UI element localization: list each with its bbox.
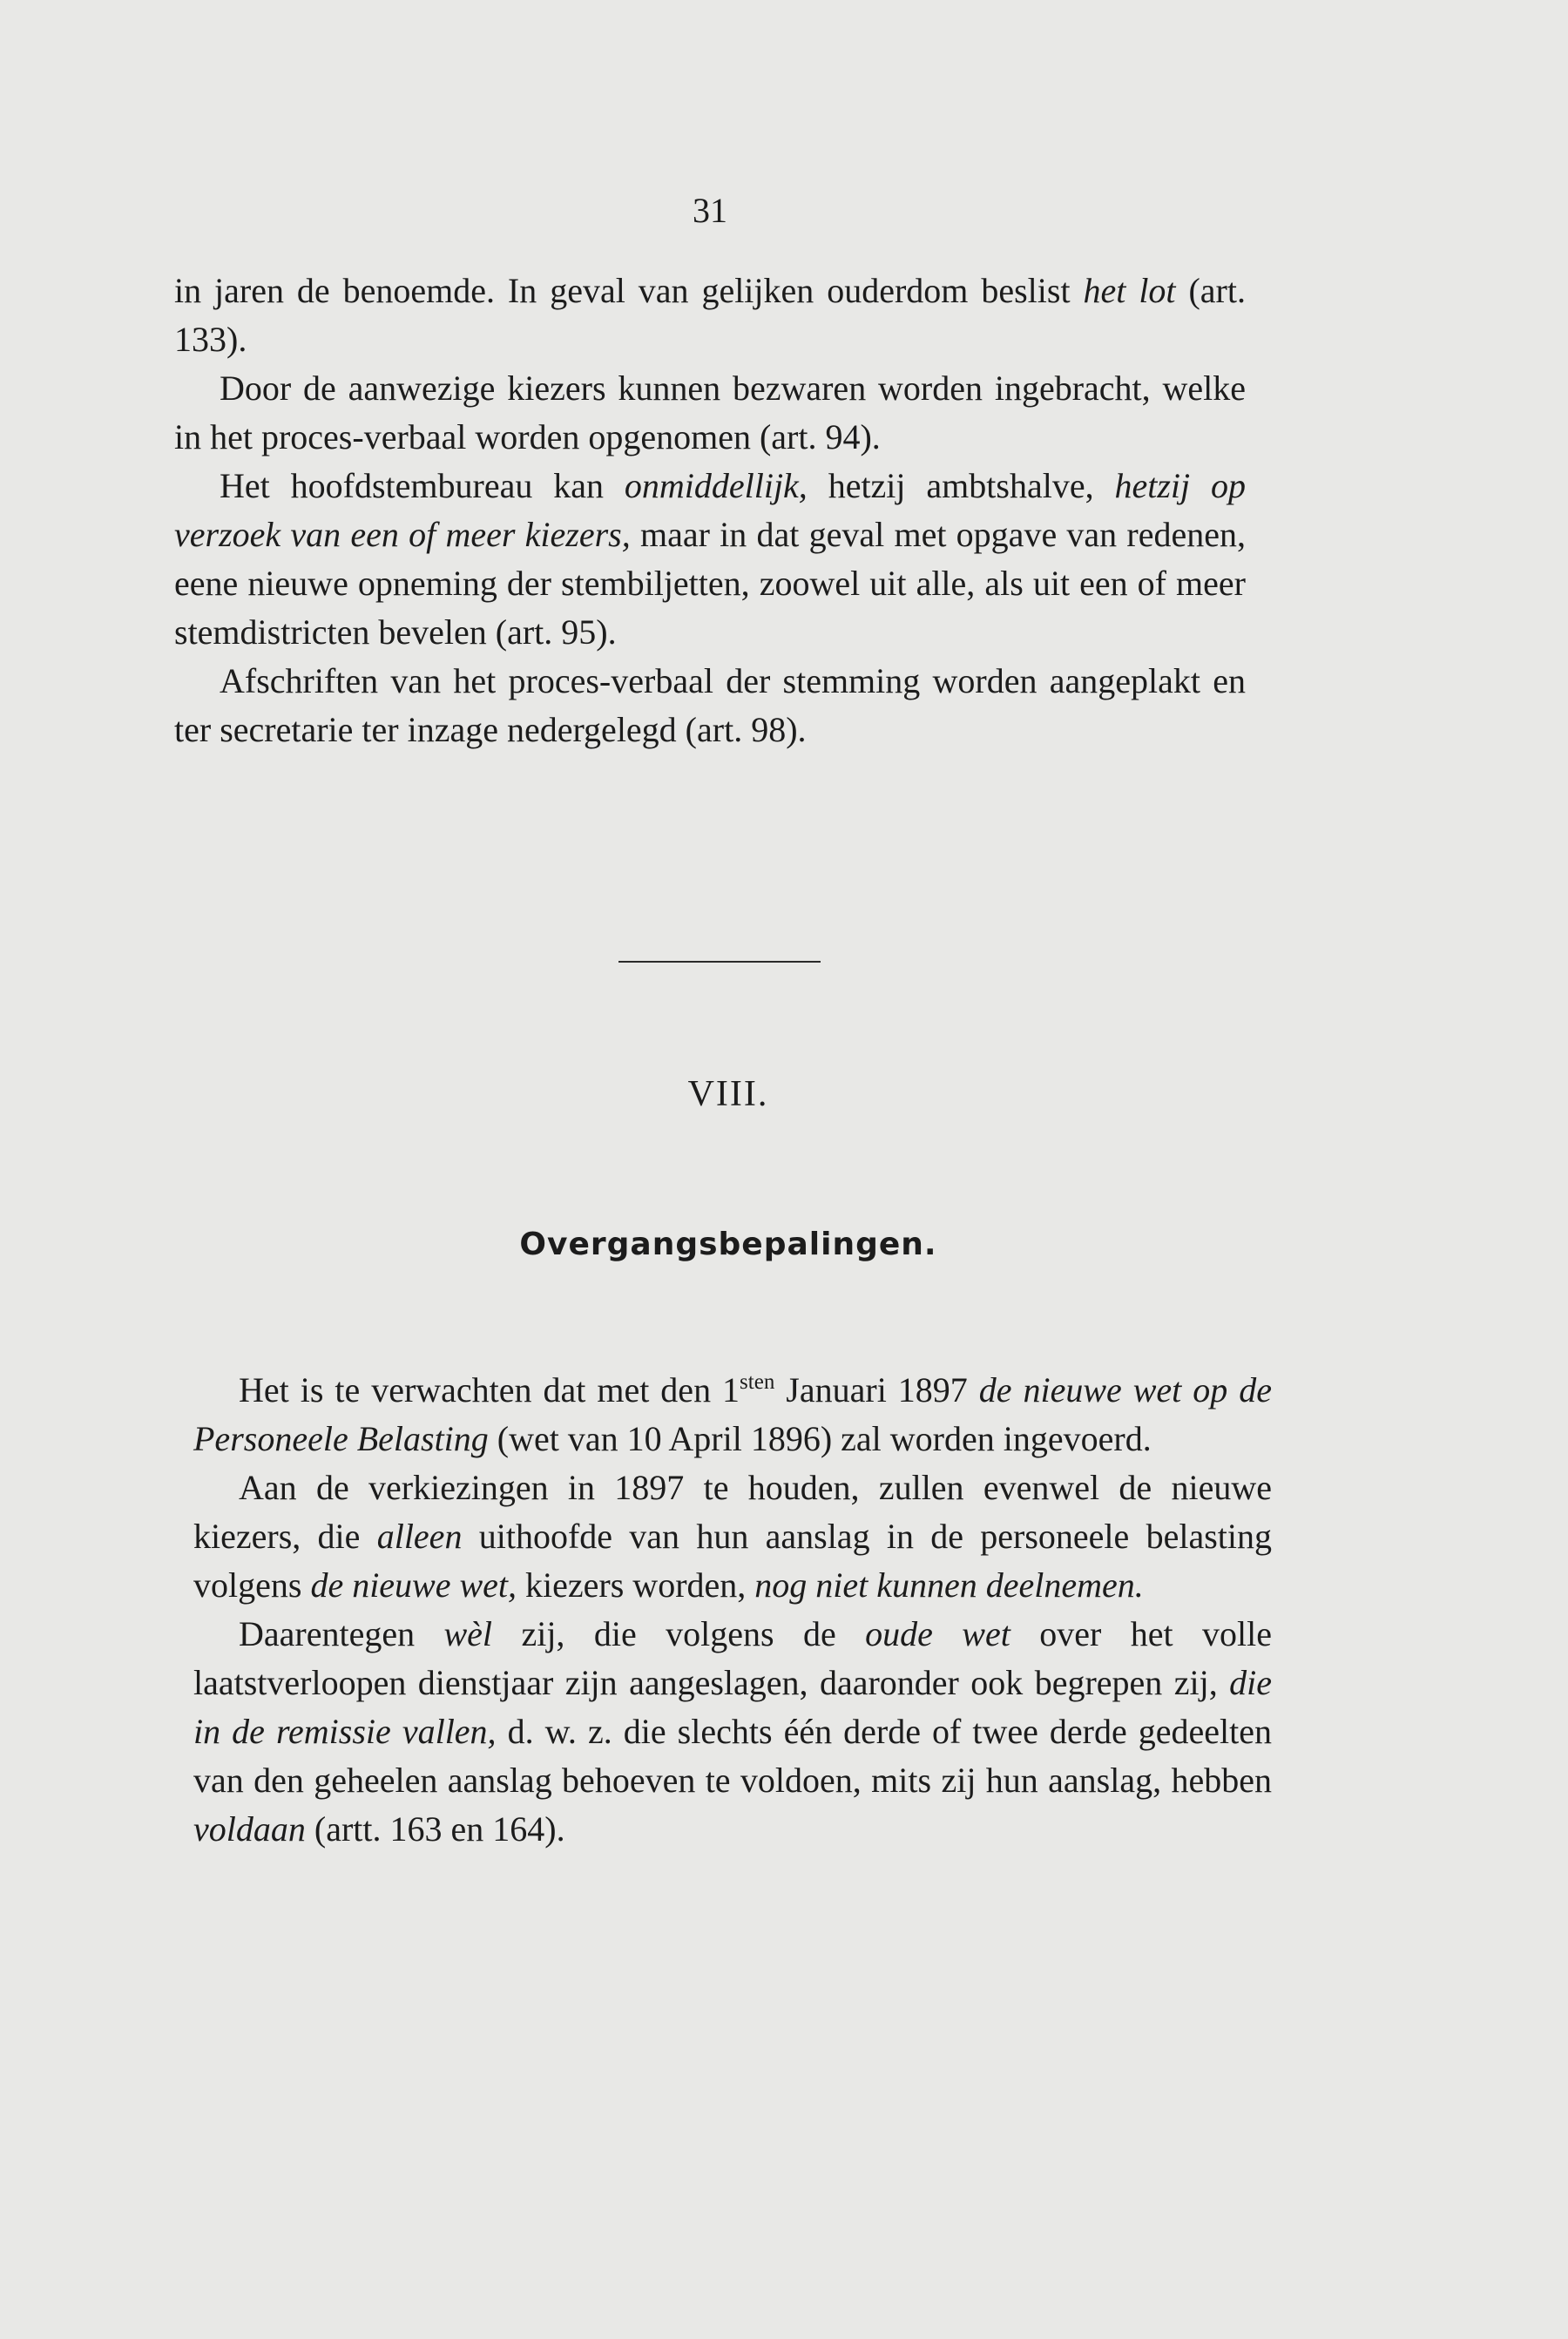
paragraph-2 [174, 364, 1246, 462]
italic-text: nog niet kunnen deelnemen. [754, 1565, 1144, 1605]
italic-text: de nieuwe wet op de Personeele Belasting [193, 1370, 1272, 1458]
italic-text: alleen [376, 1517, 463, 1556]
paragraph-text: (wet van 10 April 1896) zal worden ingevoerd. [488, 1419, 1152, 1458]
paragraph-5 [193, 1366, 1272, 1464]
italic-text: de nieuwe wet, [310, 1565, 517, 1605]
paragraph-text: (artt. 163 en 164). [305, 1809, 565, 1849]
paragraph-4 [174, 657, 1246, 754]
paragraph-7 [193, 1610, 1272, 1854]
section-divider [618, 961, 821, 963]
paragraph-text: zij, die volgens de [492, 1614, 866, 1653]
paragraph-text: d. w. z. die slechts één derde of twee derde gedeelten van den geheelen aanslag behoeven te voldoen, mits zij hun aanslag, hebben [193, 1712, 1273, 1800]
paragraph-text: Afschriften van het proces-verbaal der stemming worden aangeplakt en ter secretarie ter inzage nedergelegd (art. 98). [174, 661, 1246, 749]
italic-text: wèl [443, 1614, 493, 1653]
italic-text: het lot [1083, 271, 1176, 310]
section-number: VIII. [687, 1074, 769, 1114]
paragraph-text: Daarentegen [239, 1614, 444, 1653]
paragraph-text: hetzij ambtshalve, [807, 466, 1115, 505]
italic-text: oude wet [865, 1614, 1010, 1653]
page-number: 31 [693, 191, 727, 230]
italic-text: die in de remissie vallen, [193, 1663, 1272, 1751]
paragraph-text: uithoofde van hun aanslag in de personeele belasting volgens [193, 1517, 1272, 1605]
italic-text: onmiddellijk, [624, 466, 808, 505]
paragraph-text: Het is te verwachten dat met den 1 [239, 1370, 740, 1409]
italic-text: hetzij op verzoek van een of meer kiezers, [174, 466, 1247, 554]
paragraph-text: Aan de verkiezingen in 1897 te houden, zullen evenwel de nieuwe kiezers, die [193, 1468, 1272, 1556]
section-title: Overgangsbepalingen. [519, 1227, 937, 1262]
text-block-transitional-provisions [193, 1366, 1272, 1854]
paragraph-text: kiezers worden, [517, 1565, 755, 1605]
paragraph-text: (art. 133). [174, 271, 1246, 359]
paragraph-text: Het hoofdstembureau kan [220, 466, 625, 505]
text-block-articles [174, 267, 1246, 754]
italic-text: voldaan [193, 1809, 306, 1849]
paragraph-3 [174, 462, 1246, 657]
paragraph-text: in jaren de benoemde. In geval van gelijken ouderdom beslist [174, 271, 1084, 310]
paragraph-1 [174, 267, 1246, 364]
paragraph-text: Januari 1897 [774, 1370, 979, 1409]
superscript-text: sten [740, 1370, 775, 1394]
paragraph-6 [193, 1464, 1272, 1610]
paragraph-text: over het volle laatstverloopen dienstjaar zijn aangeslagen, daaronder ook begrepen zij, [193, 1614, 1272, 1702]
paragraph-text: Door de aanwezige kiezers kunnen bezwaren worden ingebracht, welke in het proces-verbaal worden opgenomen (art. 94). [174, 368, 1246, 456]
paragraph-text: maar in dat geval met opgave van redenen, eene nieuwe opneming der stembiljetten, zoowel uit alle, als uit een of meer stemdistricten bevelen (art. 95). [174, 515, 1247, 652]
